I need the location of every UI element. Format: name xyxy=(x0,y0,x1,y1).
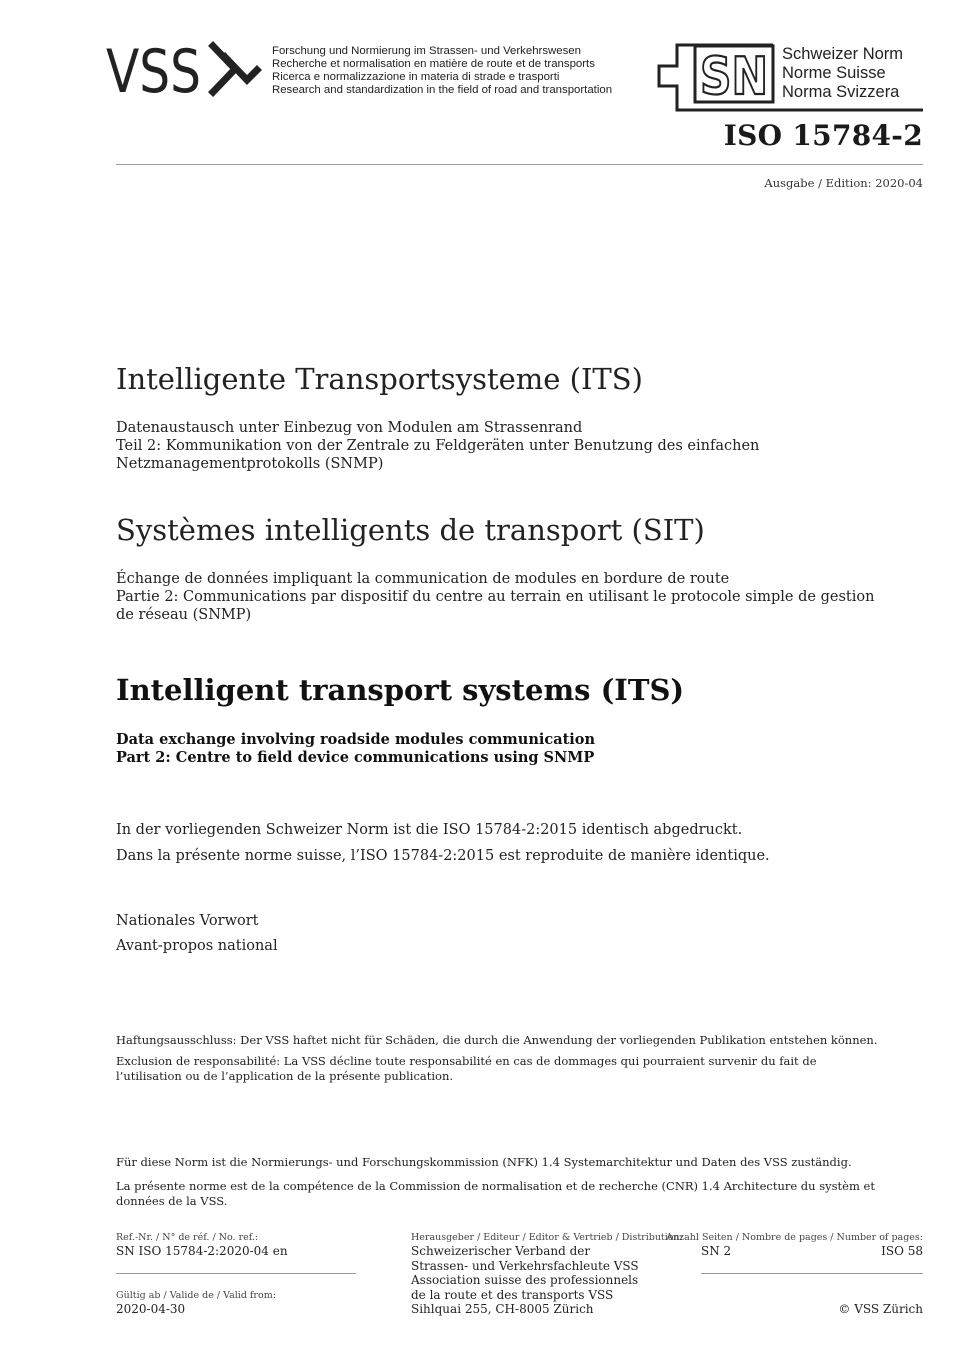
sn-label-line: Norme Suisse xyxy=(782,64,886,82)
header-divider xyxy=(116,164,923,165)
title-de: Intelligente Transportsysteme (ITS) xyxy=(116,362,643,396)
copyright: © VSS Zürich xyxy=(838,1302,923,1316)
ref-label: Ref.-Nr. / N° de réf. / No. ref.: xyxy=(116,1232,259,1243)
subtitle-line: Part 2: Centre to field device communications using SNMP xyxy=(116,749,595,766)
vss-logo-text: VSS xyxy=(106,40,201,100)
identical-note-de: In der vorliegenden Schweizer Norm ist die ISO 15784-2:2015 identisch abgedruckt. xyxy=(116,822,743,838)
subtitle-de xyxy=(116,419,876,473)
pages-iso: ISO 58 xyxy=(881,1244,923,1258)
subtitle-line: Datenaustausch unter Einbezug von Modulen am Strassenrand xyxy=(116,420,583,436)
vss-tagline xyxy=(272,45,612,97)
publisher-address xyxy=(411,1244,639,1317)
vss-tagline-line: Recherche et normalisation en matière de route et de transports xyxy=(272,58,595,70)
publisher-line: Association suisse des professionnels xyxy=(411,1273,639,1288)
sn-label-line: Norma Svizzera xyxy=(782,83,900,101)
subtitle-fr xyxy=(116,570,886,624)
commission-de: Für diese Norm ist die Normierungs- und Forschungskommission (NFK) 1.4 Systemarchitektur und Daten des VSS zuständig. xyxy=(116,1155,852,1169)
publisher-line: Sihlquai 255, CH-8005 Zürich xyxy=(411,1302,594,1317)
vss-logo xyxy=(106,40,266,104)
footer-divider xyxy=(116,1273,356,1274)
subtitle-line: Partie 2: Communications par dispositif du centre au terrain en utilisant le protocole simple de gestion xyxy=(116,589,875,605)
ref-value: SN ISO 15784-2:2020-04 en xyxy=(116,1244,288,1258)
subtitle-en xyxy=(116,731,876,767)
valid-from-label: Gültig ab / Valide de / Valid from: xyxy=(116,1290,276,1301)
valid-from-value: 2020-04-30 xyxy=(116,1302,186,1316)
national-foreword-fr: Avant-propos national xyxy=(116,938,278,954)
sn-label xyxy=(782,45,903,102)
sn-logo-text: SN xyxy=(700,47,768,107)
national-foreword-de: Nationales Vorwort xyxy=(116,913,259,929)
subtitle-line: Teil 2: Kommunikation von der Zentrale zu Feldgeräten unter Benutzung des einfachen xyxy=(116,438,760,454)
pages-sn: SN 2 xyxy=(701,1244,732,1258)
commission-fr: La présente norme est de la compétence de la Commission de normalisation et de recherche (CNR) 1.4 Architecture du systèm et données de la VSS. xyxy=(116,1179,875,1208)
publisher-line: Strassen- und Verkehrsfachleute VSS xyxy=(411,1258,639,1273)
subtitle-line: de réseau (SNMP) xyxy=(116,607,252,623)
title-fr: Systèmes intelligents de transport (SIT) xyxy=(116,513,705,547)
disclaimer-fr: Exclusion de responsabilité: La VSS décline toute responsabilité en cas de dommages qui pourraient survenir du fait de l’utilisation ou de l’application de la présente publication. xyxy=(116,1054,817,1083)
subtitle-line: Netzmanagementprotokolls (SNMP) xyxy=(116,456,384,472)
subtitle-line: Data exchange involving roadside modules communication xyxy=(116,731,596,748)
identical-note-fr: Dans la présente norme suisse, l’ISO 15784-2:2015 est reproduite de manière identique. xyxy=(116,848,770,864)
vss-tagline-line: Research and standardization in the field of road and transportation xyxy=(272,84,613,96)
footer-divider xyxy=(701,1273,923,1274)
standard-number: ISO 15784-2 xyxy=(723,119,923,152)
publisher-line: de la route et des transports VSS xyxy=(411,1287,614,1302)
edition-date: Ausgabe / Edition: 2020-04 xyxy=(764,176,923,190)
sn-label-line: Schweizer Norm xyxy=(782,45,904,63)
publisher-label: Herausgeber / Editeur / Editor & Vertrieb / Distribution: xyxy=(411,1232,683,1243)
disclaimer-de: Haftungsausschluss: Der VSS haftet nicht für Schäden, die durch die Anwendung der vorliegenden Publikation entstehen können. xyxy=(116,1033,878,1047)
title-en: Intelligent transport systems (ITS) xyxy=(116,673,685,707)
subtitle-line: Échange de données impliquant la communication de modules en bordure de route xyxy=(116,571,730,587)
vss-tagline-line: Ricerca e normalizzazione in materia di strade e trasporti xyxy=(272,71,560,83)
publisher-line: Schweizerischer Verband der xyxy=(411,1244,591,1258)
pages-label: Anzahl Seiten / Nombre de pages / Number of pages: xyxy=(666,1232,923,1243)
vss-tagline-line: Forschung und Normierung im Strassen- und Verkehrswesen xyxy=(272,45,581,57)
